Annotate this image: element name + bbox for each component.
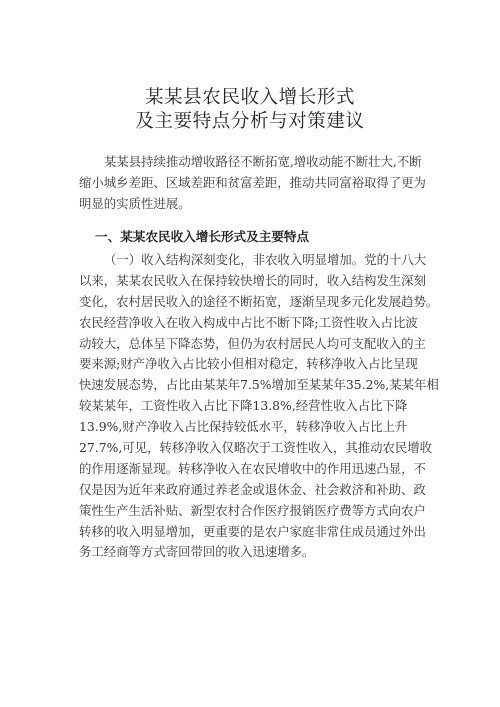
section1-paragraph xyxy=(79,250,439,563)
paragraph-line: 要来源;财产净收入占比较小但相对稳定，转移净收入占比呈现 xyxy=(79,356,418,372)
paragraph-line: 的作用逐渐显现。转移净收入在农民增收中的作用迅速凸显，不 xyxy=(79,460,426,476)
paragraph-line: 务工经商等方式寄回带回的收入迅速增多。 xyxy=(79,544,315,560)
paragraph-line: 策性生产生活补贴、新型农村合作医疗报销医疗费等方式向农户 xyxy=(79,502,426,518)
intro-paragraph xyxy=(79,152,431,215)
paragraph-line: 仅是因为近年来政府通过养老金或退休金、社会救济和补助、政 xyxy=(79,481,426,497)
paragraph-line: 较某某年，工资性收入占比下降13.8%,经营性收入占比下降 xyxy=(79,398,408,414)
section-heading: 一、某某农民收入增长形式及主要特点 xyxy=(95,229,310,244)
paragraph-line: 明显的实质性进展。 xyxy=(79,195,191,211)
paragraph-line: 某某县持续推动增收路径不断拓宽,增收动能不断壮大,不断 xyxy=(104,154,422,169)
paragraph-line: 转移的收入明显增加，更重要的是农户家庭非常住成员通过外出 xyxy=(79,523,426,539)
paragraph-line: 变化，农村居民收入的途径不断拓宽，逐渐呈现多元化发展趋势。 xyxy=(79,293,439,309)
paragraph-line: 快速发展态势，占比由某某年7.5%增加至某某年35.2%,某某年相 xyxy=(79,377,439,393)
paragraph-line: 缩小城乡差距、区域差距和贫富差距，推动共同富裕取得了更为 xyxy=(79,174,426,190)
paragraph-line: 动较大，总体呈下降态势，但仍为农村居民人均可支配收入的主 xyxy=(79,335,426,351)
paragraph-line: 13.9%,财产净收入占比保持较低水平，转移净收入占比上升 xyxy=(79,419,408,435)
paragraph-line: 27.7%,可见，转移净收入仅略次于工资性收入，其推动农民增收 xyxy=(79,440,433,456)
paragraph-line: 以来，某某农民收入在保持较快增长的同时，收入结构发生深刻 xyxy=(79,272,426,288)
paragraph-line: 农民经营净收入在收入构成中占比不断下降;工资性收入占比波 xyxy=(79,314,418,330)
document-title-line-1: 某某县农民收入增长形式 xyxy=(144,87,356,108)
document-title-line-2: 及主要特点分析与对策建议 xyxy=(135,111,365,132)
paragraph-line: （一）收入结构深刻变化，非农收入明显增加。党的十八大 xyxy=(104,252,427,267)
